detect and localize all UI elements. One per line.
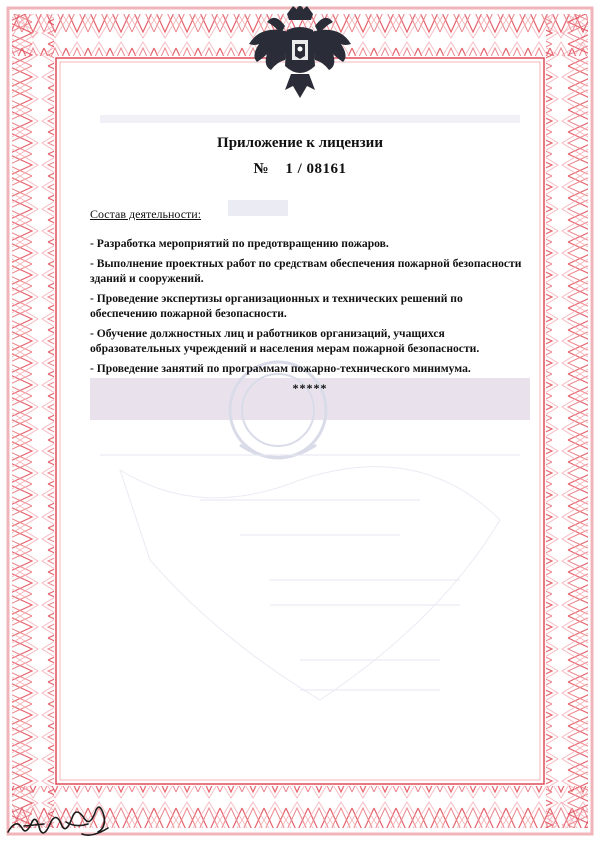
- activity-list: [90, 236, 530, 376]
- document-body: [90, 207, 530, 396]
- document-header: [150, 135, 450, 178]
- separator: *****: [292, 381, 328, 395]
- section-label: Состав деятельности:: [90, 207, 202, 221]
- state-emblem-icon: [245, 4, 355, 102]
- list-item: - Выполнение проектных работ по средствам обеспечения пожарной безопасности зданий и сооружений.: [90, 257, 522, 285]
- list-item: - Обучение должностных лиц и работников организаций, учащихся образовательных учреждений и населения мерам пожарной безопасности.: [90, 327, 480, 355]
- list-item: - Разработка мероприятий по предотвращению пожаров.: [90, 237, 389, 250]
- list-item: - Проведение экспертизы организационных и технических решений по обеспечению пожарной безопасности.: [90, 292, 463, 320]
- license-number: [150, 161, 450, 178]
- number-sign: №: [253, 161, 270, 177]
- document-title: Приложение к лицензии: [217, 135, 383, 151]
- list-item: - Проведение занятий по программам пожарно-технического минимума.: [90, 362, 471, 375]
- signature: [4, 788, 114, 842]
- number-value: 1 / 08161: [285, 161, 347, 177]
